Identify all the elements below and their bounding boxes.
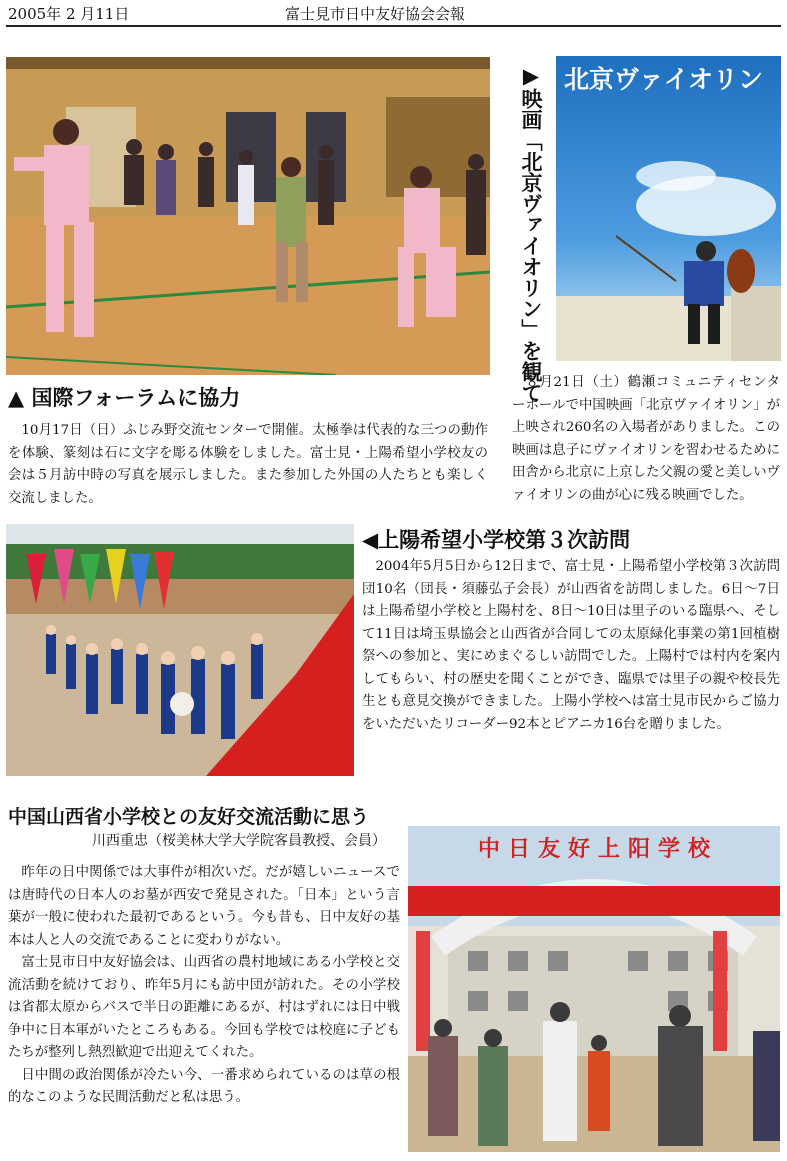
header-divider xyxy=(6,25,781,27)
poster-title: 北京ヴァイオリン xyxy=(564,65,764,94)
gate-sign-text: 中日友好上阳学校 xyxy=(478,837,719,862)
essay-paragraph-1: 昨年の日中関係では大事件が相次いだ。だが嬉しいニュースでは唐時代の日本人のお墓が西安で発見された。「日本」という言葉が一般に使われた最初であるという。今も昔も、日中友好の基本は人と人の交流であることに変わりがない。 xyxy=(8,865,400,948)
essay-heading: 中国山西省小学校との友好交流活動に思う xyxy=(8,806,370,828)
forum-heading: ▲ 国際フォーラムに協力 xyxy=(8,386,241,410)
visit-heading: ◀上陽希望小学校第３次訪問 xyxy=(362,528,631,552)
movie-poster xyxy=(556,56,781,361)
essay-author: 川西重忠（桜美林大学大学院客員教授、会員） xyxy=(92,833,386,849)
essay-paragraph-3: 日中間の政治関係が冷たい今、一番求められているのは草の根的なこのような民間活動だと私は思う。 xyxy=(8,1067,400,1105)
issue-date: 2005年 2 月11日 xyxy=(8,5,130,23)
school-visit-photo xyxy=(6,524,354,776)
taichi-photo xyxy=(6,57,490,375)
movie-vertical-heading: ▶映画「北京ヴァイオリン」を観て xyxy=(519,64,543,403)
forum-text: 10月17日（日）ふじみ野交流センターで開催。太極拳は代表的な三つの動作を体験、篆刻は石に文字を彫る体験をしました。富士見・上陽希望小学校友の会は５月訪中時の写真を展示しました。また参加した外国の人たちとも楽しく交流しました。 xyxy=(8,423,488,506)
essay-paragraph-2: 富士見市日中友好協会は、山西省の農村地域にある小学校と交流活動を続けており、昨年5月にも訪中団が訪れた。その小学校は省都太原からバスで半日の距離にあるが、村はずれには日中戦争中に日本軍がいたところもある。今回も学校では校庭に子どもたちが整列し熱烈歓迎で出迎えてくれた。 xyxy=(8,955,400,1060)
school-gate-photo xyxy=(408,826,780,1152)
forum-paragraph xyxy=(8,420,488,510)
essay-body xyxy=(8,862,400,1110)
movie-text: ８月21日（土）鶴瀬コミュニティセンターホールで中国映画「北京ヴァイオリン」が上映され260名の入場者がありました。この映画は息子にヴァイオリンを習わせるために田舎から北京に上京した父親の愛と美しいヴァイオリンの曲が心に残る映画でした。 xyxy=(512,375,780,503)
visit-text: 2004年5月5日から12日まで、富士見・上陽希望小学校第３次訪問団10名（団長・須藤弘子会長）が山西省を訪問しました。6日〜7日は上陽希望小学校と上陽村を、8日〜10日は里子のいる臨県へ、そして11日は埼玉県協会と山西省が合同しての太原緑化事業の第1回植樹祭への参加と、実にめまぐるしい訪問でした。上陽村では村内を案内してもらい、村の歴史を聞くことができ、臨県では里子の親や校長先生とも意見交換ができました。上陽小学校へは富士見市民からご協力をいただいたリコーダー92本とピアニカ16台を贈りました。 xyxy=(362,559,780,732)
newsletter-title: 富士見市日中友好協会会報 xyxy=(285,5,466,23)
movie-paragraph xyxy=(512,372,780,507)
visit-paragraph xyxy=(362,556,780,736)
